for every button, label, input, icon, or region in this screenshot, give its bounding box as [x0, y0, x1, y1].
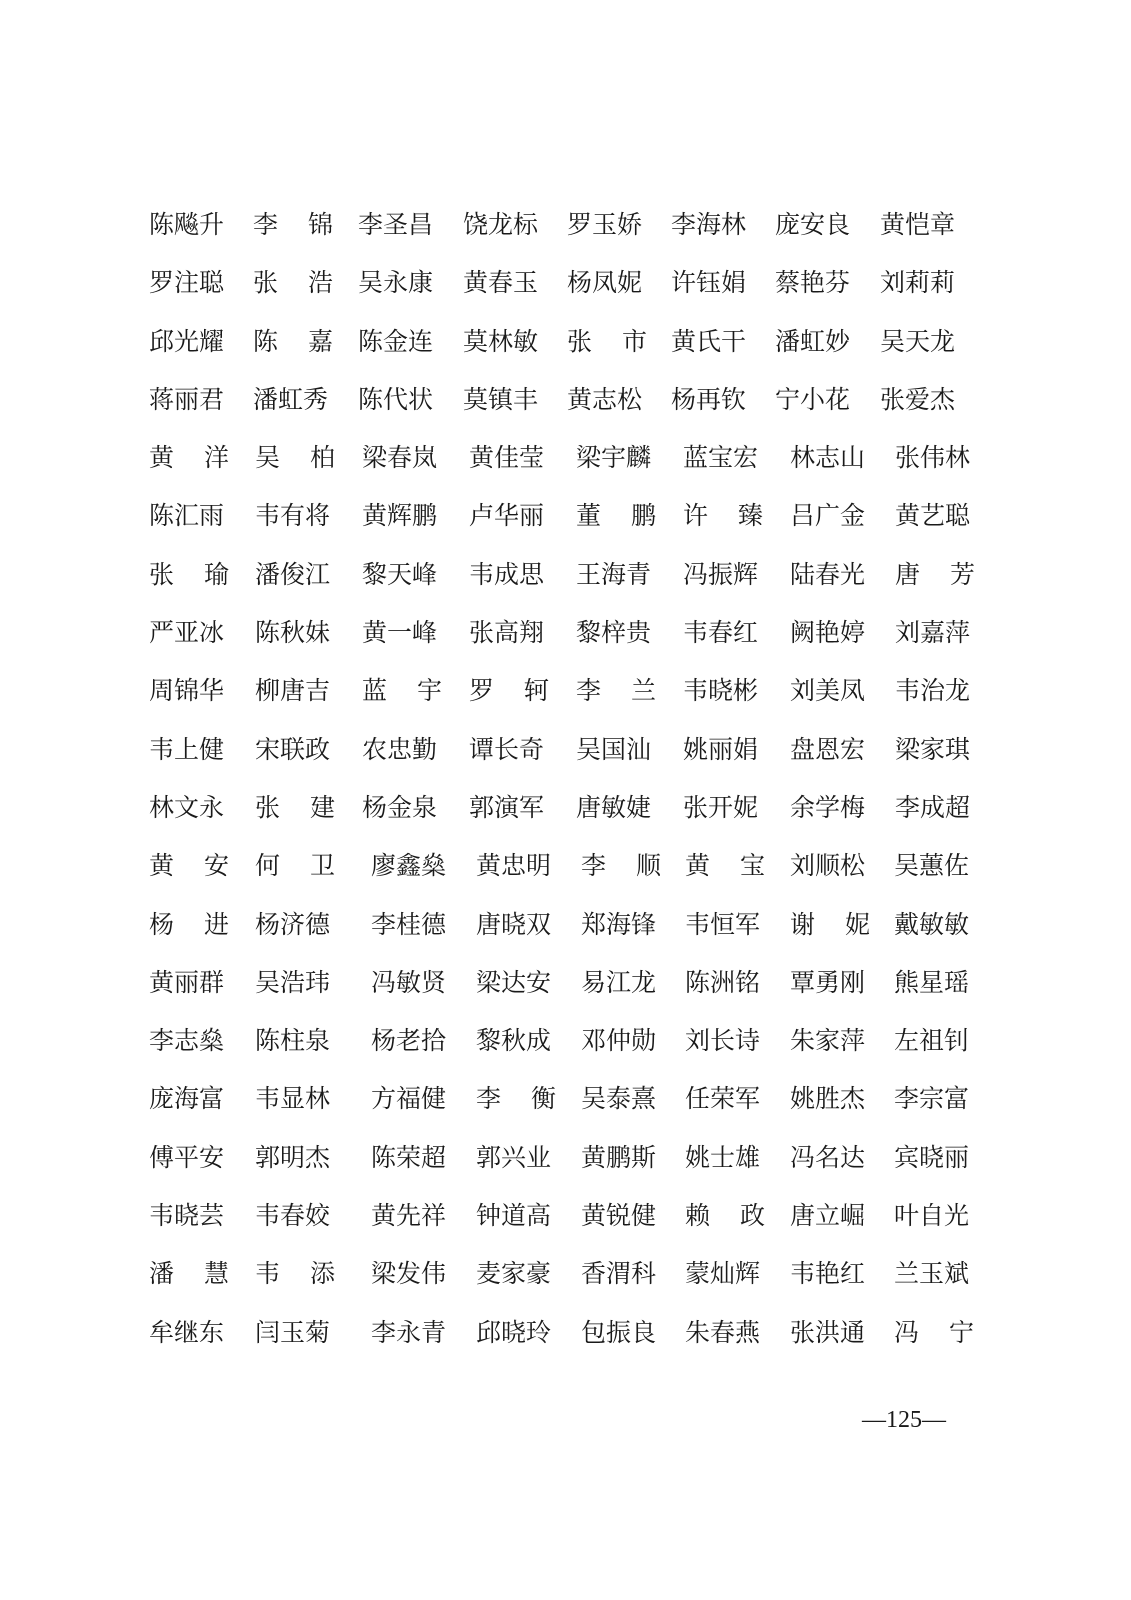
person-name: 吴永康 [358, 268, 434, 298]
person-name: 冯振辉 [683, 559, 759, 589]
person-name: 庞安良 [775, 210, 851, 239]
person-name: 黄春玉 [463, 268, 539, 298]
name-row [149, 555, 979, 613]
person-name: 朱家萍 [790, 1026, 866, 1056]
person-name: 柳唐吉 [255, 676, 331, 706]
person-name: 叶自光 [894, 1201, 970, 1231]
person-name: 蓝 宇 [362, 676, 442, 706]
person-name: 吕广金 [790, 501, 866, 531]
person-name: 唐立崛 [790, 1201, 866, 1231]
person-name: 林文永 [149, 792, 225, 822]
person-name: 张 浩 [253, 268, 333, 298]
person-name: 朱春燕 [685, 1317, 761, 1347]
name-row [149, 322, 979, 380]
person-name: 刘顺松 [790, 851, 866, 881]
person-name: 林志山 [790, 443, 866, 473]
person-name: 邱光耀 [149, 326, 225, 356]
person-name: 陈洲铭 [685, 967, 761, 997]
person-name: 韦晓彬 [683, 676, 759, 706]
person-name: 李 兰 [576, 676, 656, 706]
person-name: 阙艳婷 [790, 618, 866, 648]
person-name: 陆春光 [790, 559, 866, 589]
person-name: 宾晓丽 [894, 1142, 970, 1172]
person-name: 张 市 [567, 326, 647, 356]
name-row [149, 1138, 979, 1196]
name-row [149, 963, 979, 1021]
person-name: 邓仲勋 [581, 1026, 657, 1056]
person-name: 李 顺 [581, 851, 661, 881]
person-name: 黄鹏斯 [581, 1142, 657, 1172]
person-name: 陈汇雨 [149, 501, 225, 531]
person-name: 陈代状 [358, 384, 434, 414]
person-name: 潘虹妙 [775, 326, 851, 356]
person-name: 罗注聪 [149, 268, 225, 298]
person-name: 杨再钦 [671, 384, 747, 414]
name-row [149, 438, 979, 496]
person-name: 张爱杰 [880, 384, 956, 414]
person-name: 蒋丽君 [149, 384, 225, 414]
person-name: 许 臻 [683, 501, 763, 531]
person-name: 韦治龙 [895, 676, 971, 706]
person-name: 冯敏贤 [371, 967, 447, 997]
person-name: 李宗富 [894, 1084, 970, 1114]
person-name: 韦春红 [683, 618, 759, 648]
person-name: 梁家琪 [895, 734, 971, 764]
name-row [149, 905, 979, 963]
person-name: 方福健 [371, 1084, 447, 1114]
person-name: 黎梓贵 [576, 618, 652, 648]
person-name: 潘 慧 [149, 1259, 229, 1289]
person-name: 黎天峰 [362, 559, 438, 589]
name-row [149, 1079, 979, 1137]
person-name: 黄一峰 [362, 618, 438, 648]
person-name: 许钰娟 [671, 268, 747, 298]
name-row [149, 1196, 979, 1254]
person-name: 姚士雄 [685, 1142, 761, 1172]
person-name: 蓝宝宏 [683, 443, 759, 473]
person-name: 杨济德 [255, 909, 331, 939]
person-name: 韦艳红 [790, 1259, 866, 1289]
person-name: 韦 添 [255, 1259, 335, 1289]
person-name: 闫玉菊 [255, 1317, 331, 1347]
name-row [149, 671, 979, 729]
person-name: 陈金连 [358, 326, 434, 356]
name-row [149, 263, 979, 321]
person-name: 饶龙标 [463, 210, 539, 239]
person-name: 刘长诗 [685, 1026, 761, 1056]
person-name: 刘美凤 [790, 676, 866, 706]
name-row [149, 846, 979, 904]
name-row [149, 205, 979, 263]
person-name: 盘恩宏 [790, 734, 866, 764]
person-name: 郭演军 [469, 792, 545, 822]
person-name: 傅平安 [149, 1142, 225, 1172]
person-name: 吴泰熹 [581, 1084, 657, 1114]
person-name: 张高翔 [469, 618, 545, 648]
person-name: 周锦华 [149, 676, 225, 706]
person-name: 莫镇丰 [463, 384, 539, 414]
person-name: 严亚冰 [149, 618, 225, 648]
person-name: 卢华丽 [469, 501, 545, 531]
name-row [149, 380, 979, 438]
person-name: 黎秋成 [476, 1026, 552, 1056]
person-name: 唐晓双 [476, 909, 552, 939]
person-name: 陈柱泉 [255, 1026, 331, 1056]
person-name: 陈 嘉 [253, 326, 333, 356]
person-name: 吴 柏 [255, 443, 335, 473]
person-name: 李成超 [895, 792, 971, 822]
person-name: 牟继东 [149, 1317, 225, 1347]
person-name: 黄佳莹 [469, 443, 545, 473]
person-name: 农忠勤 [362, 734, 438, 764]
person-name: 谭长奇 [469, 734, 545, 764]
name-row [149, 1254, 979, 1312]
person-name: 黄锐健 [581, 1201, 657, 1231]
person-name: 李 锦 [253, 210, 333, 239]
person-name: 韦显林 [255, 1084, 331, 1114]
person-name: 董 鹏 [576, 501, 656, 531]
person-name: 刘莉莉 [880, 268, 956, 298]
person-name: 李永青 [371, 1317, 447, 1347]
person-name: 黄 安 [149, 851, 229, 881]
person-name: 韦成思 [469, 559, 545, 589]
person-name: 黄先祥 [371, 1201, 447, 1231]
person-name: 黄 洋 [149, 443, 229, 473]
person-name: 任荣军 [685, 1084, 761, 1114]
person-name: 张洪通 [790, 1317, 866, 1347]
person-name: 李 衡 [476, 1084, 556, 1114]
name-row [149, 730, 979, 788]
person-name: 蒙灿辉 [685, 1259, 761, 1289]
name-list [149, 205, 979, 1371]
person-name: 郭兴业 [476, 1142, 552, 1172]
person-name: 唐 芳 [895, 559, 975, 589]
person-name: 吴国汕 [576, 734, 652, 764]
person-name: 杨金泉 [362, 792, 438, 822]
person-name: 梁发伟 [371, 1259, 447, 1289]
person-name: 吴蕙佐 [894, 851, 970, 881]
person-name: 兰玉斌 [894, 1259, 970, 1289]
person-name: 李志燊 [149, 1026, 225, 1056]
person-name: 罗玉娇 [567, 210, 643, 239]
person-name: 罗 轲 [469, 676, 549, 706]
person-name: 韦春姣 [255, 1201, 331, 1231]
person-name: 黄丽群 [149, 967, 225, 997]
person-name: 韦晓芸 [149, 1201, 225, 1231]
person-name: 何 卫 [255, 851, 335, 881]
person-name: 李圣昌 [358, 210, 434, 239]
person-name: 潘虹秀 [253, 384, 329, 414]
person-name: 钟道高 [476, 1201, 552, 1231]
person-name: 邱晓玲 [476, 1317, 552, 1347]
name-row [149, 613, 979, 671]
person-name: 余学梅 [790, 792, 866, 822]
person-name: 蔡艳芬 [775, 268, 851, 298]
name-row [149, 1313, 979, 1371]
person-name: 梁春岚 [362, 443, 438, 473]
person-name: 唐敏婕 [576, 792, 652, 822]
person-name: 廖鑫燊 [371, 851, 447, 881]
name-row [149, 496, 979, 554]
person-name: 张 建 [255, 792, 335, 822]
person-name: 潘俊江 [255, 559, 331, 589]
person-name: 谢 妮 [790, 909, 870, 939]
person-name: 吴天龙 [880, 326, 956, 356]
person-name: 韦有将 [255, 501, 331, 531]
person-name: 黄忠明 [476, 851, 552, 881]
person-name: 张 瑜 [149, 559, 229, 589]
page-number: —125— [862, 1407, 946, 1433]
person-name: 黄志松 [567, 384, 643, 414]
person-name: 黄辉鹏 [362, 501, 438, 531]
person-name: 黄恺章 [880, 210, 956, 239]
person-name: 刘嘉萍 [895, 618, 971, 648]
person-name: 黄艺聪 [895, 501, 971, 531]
person-name: 熊星瑶 [894, 967, 970, 997]
person-name: 杨凤妮 [567, 268, 643, 298]
person-name: 戴敏敏 [894, 909, 970, 939]
person-name: 左祖钊 [894, 1026, 970, 1056]
person-name: 姚丽娟 [683, 734, 759, 764]
name-row [149, 1021, 979, 1079]
person-name: 陈荣超 [371, 1142, 447, 1172]
person-name: 李桂德 [371, 909, 447, 939]
person-name: 郑海锋 [581, 909, 657, 939]
person-name: 麦家豪 [476, 1259, 552, 1289]
person-name: 梁达安 [476, 967, 552, 997]
person-name: 宁小花 [775, 384, 851, 414]
person-name: 郭明杰 [255, 1142, 331, 1172]
person-name: 吴浩玮 [255, 967, 331, 997]
person-name: 黄氏干 [671, 326, 747, 356]
person-name: 杨老拾 [371, 1026, 447, 1056]
person-name: 莫林敏 [463, 326, 539, 356]
person-name: 冯名达 [790, 1142, 866, 1172]
person-name: 庞海富 [149, 1084, 225, 1114]
person-name: 易江龙 [581, 967, 657, 997]
person-name: 姚胜杰 [790, 1084, 866, 1114]
person-name: 王海青 [576, 559, 652, 589]
person-name: 赖 政 [685, 1201, 765, 1231]
person-name: 李海林 [671, 210, 747, 239]
person-name: 杨 进 [149, 909, 229, 939]
person-name: 梁宇麟 [576, 443, 652, 473]
person-name: 韦恒军 [685, 909, 761, 939]
person-name: 陈飚升 [149, 210, 225, 239]
person-name: 张开妮 [683, 792, 759, 822]
person-name: 陈秋妹 [255, 618, 331, 648]
person-name: 宋联政 [255, 734, 331, 764]
person-name: 韦上健 [149, 734, 225, 764]
person-name: 黄 宝 [685, 851, 765, 881]
person-name: 张伟林 [895, 443, 971, 473]
name-row [149, 788, 979, 846]
person-name: 香渭科 [581, 1259, 657, 1289]
person-name: 覃勇刚 [790, 967, 866, 997]
person-name: 冯 宁 [894, 1317, 974, 1347]
person-name: 包振良 [581, 1317, 657, 1347]
